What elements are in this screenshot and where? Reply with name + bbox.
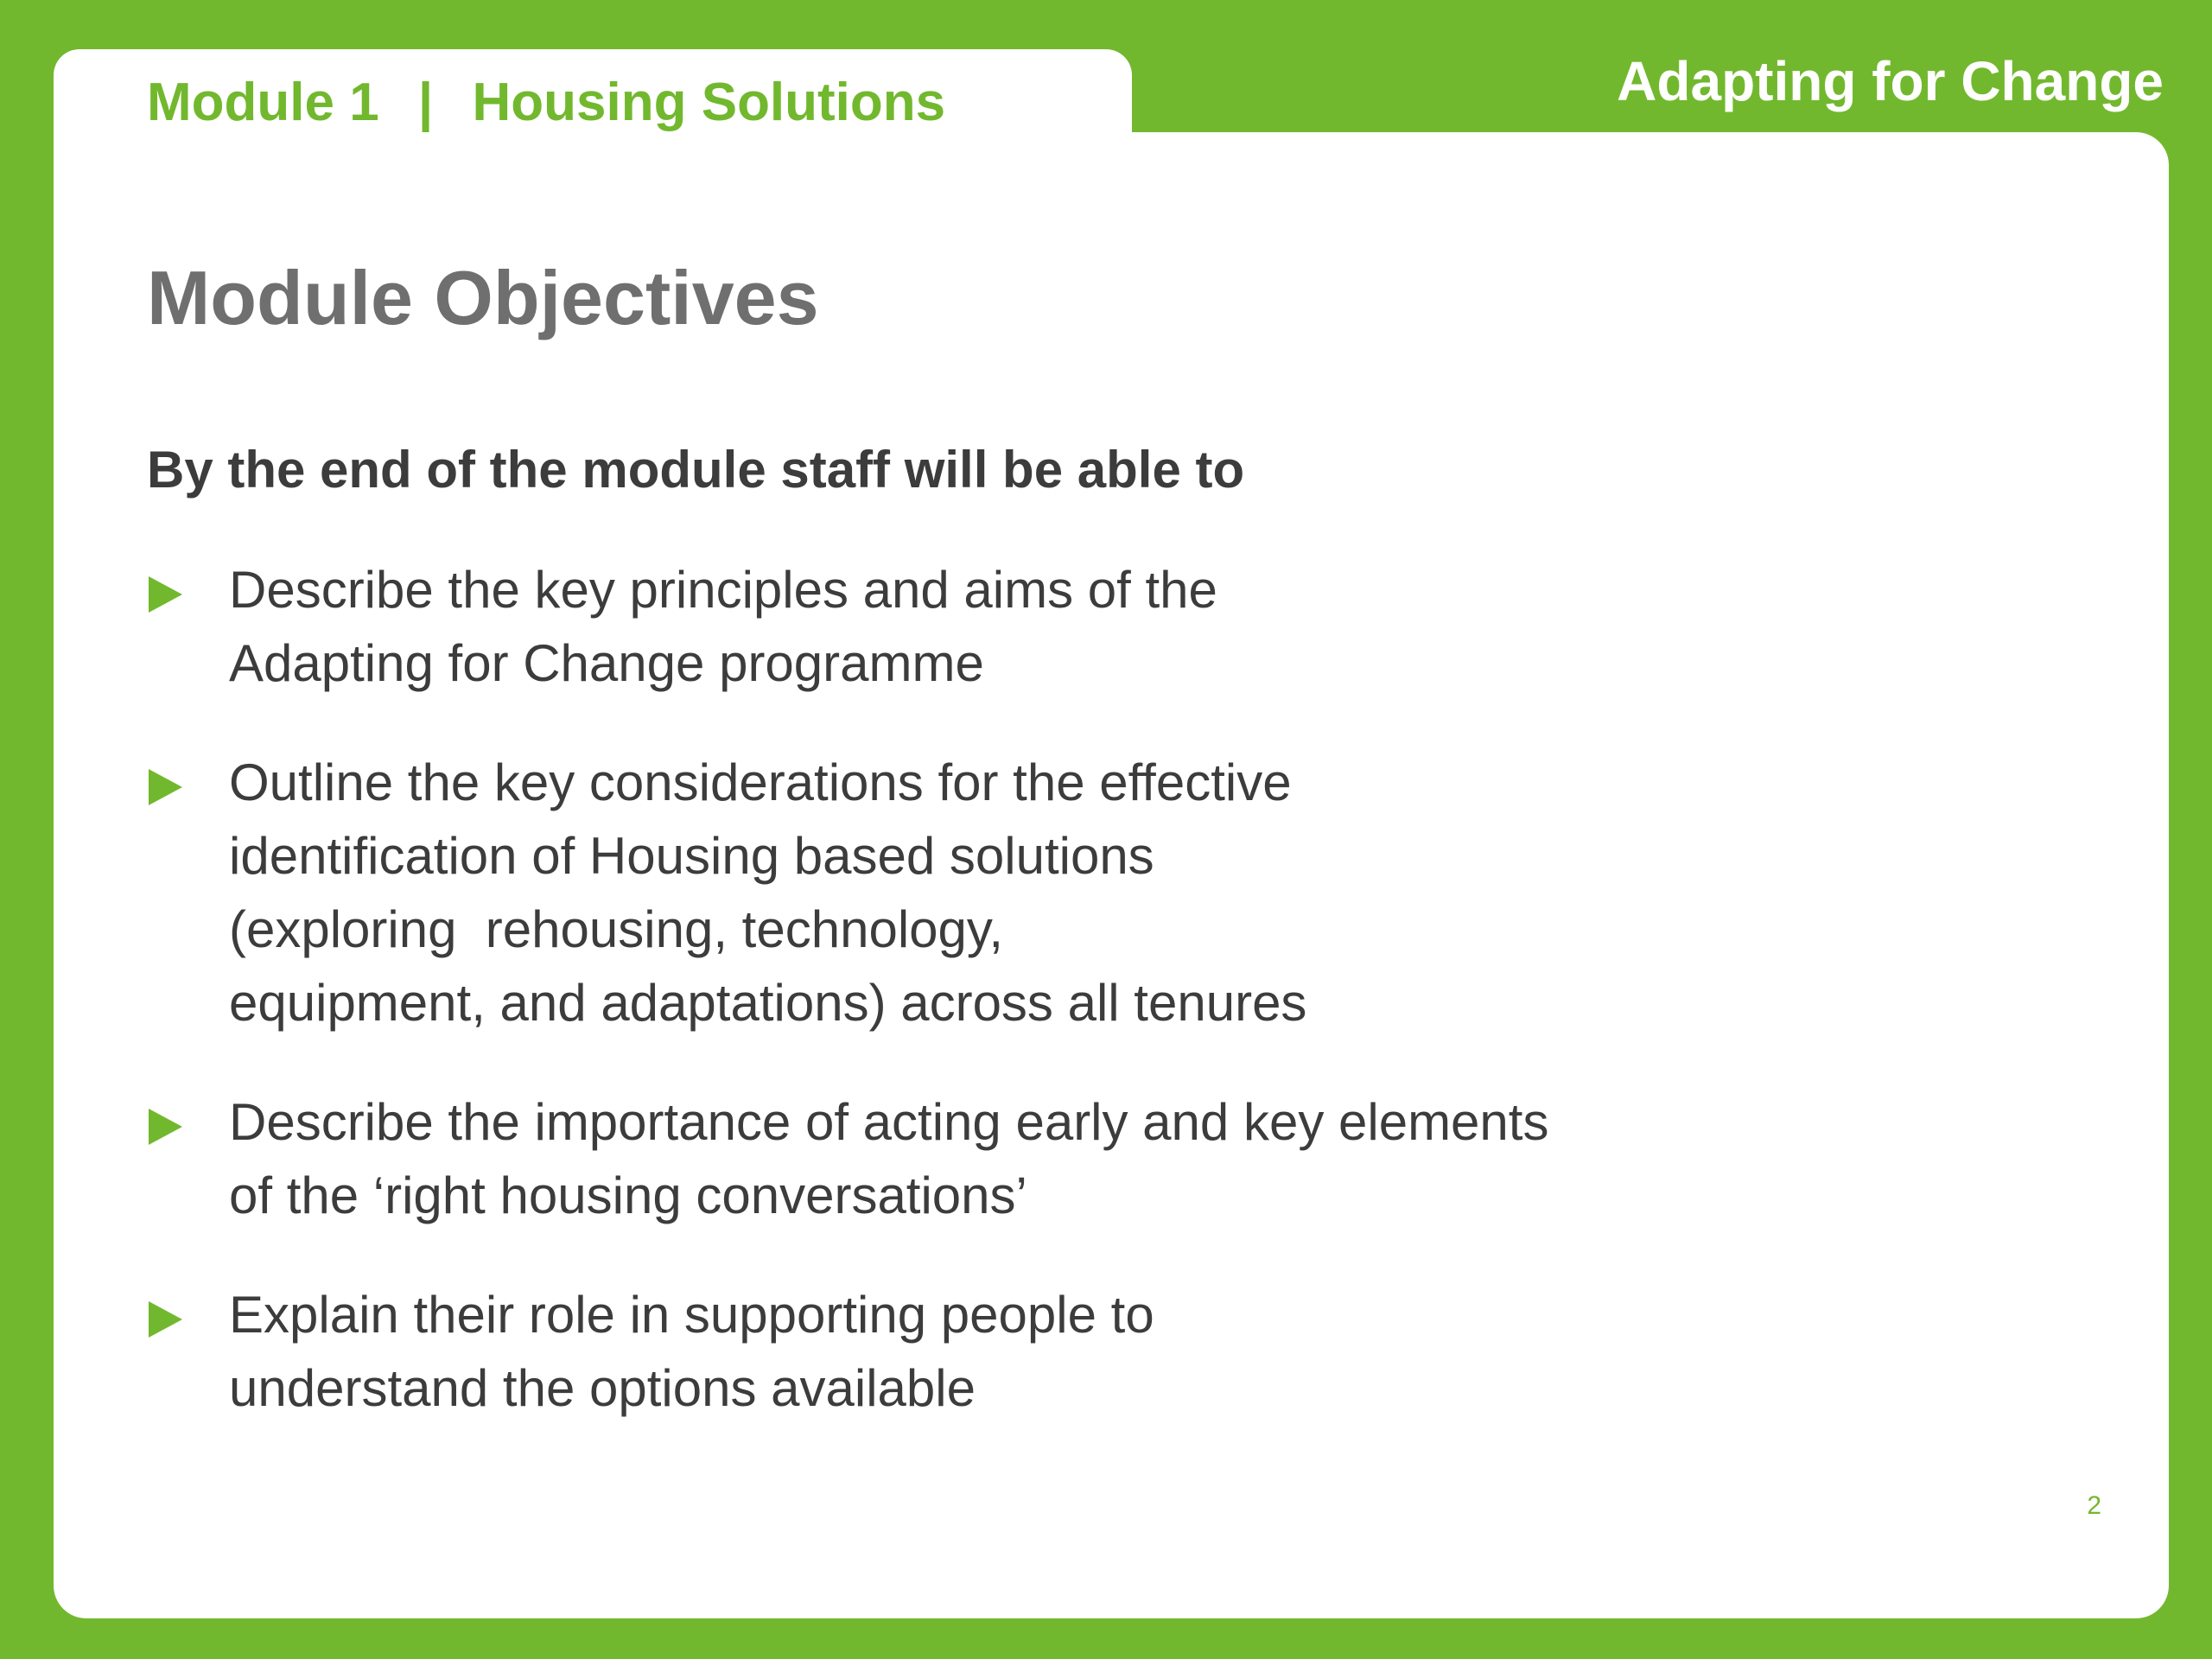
- objective-line: Describe the key principles and aims of the: [229, 561, 1217, 619]
- objectives-list: [147, 553, 1789, 1471]
- objective-line: Describe the importance of acting early and key elements: [229, 1093, 1549, 1151]
- objective-line: (exploring rehousing, technology,: [229, 900, 1004, 958]
- triangle-right-icon: [149, 1301, 182, 1338]
- objective-line: Adapting for Change programme: [229, 634, 984, 692]
- module-number: Module 1: [147, 73, 379, 132]
- objective-item: [147, 746, 1789, 1039]
- objective-line: understand the options available: [229, 1359, 976, 1417]
- objective-line: Outline the key considerations for the effective: [229, 753, 1292, 811]
- objective-line: identification of Housing based solutions: [229, 827, 1154, 885]
- module-section: Housing Solutions: [472, 73, 946, 132]
- brand-title: Adapting for Change: [1617, 50, 2164, 112]
- objective-line: Explain their role in supporting people to: [229, 1286, 1154, 1344]
- triangle-right-icon: [149, 769, 182, 805]
- module-label: [147, 71, 945, 135]
- objective-item: [147, 1085, 1789, 1232]
- objective-line: equipment, and adaptations) across all tenures: [229, 974, 1307, 1032]
- objective-item: [147, 553, 1789, 700]
- module-separator: |: [417, 73, 434, 132]
- objective-line: of the ‘right housing conversations’: [229, 1166, 1027, 1224]
- page-number: 2: [2087, 1491, 2101, 1520]
- objectives-intro: By the end of the module staff will be able to: [147, 441, 1245, 499]
- slide-title: Module Objectives: [147, 255, 819, 340]
- objective-item: [147, 1278, 1789, 1425]
- triangle-right-icon: [149, 576, 182, 613]
- triangle-right-icon: [149, 1109, 182, 1145]
